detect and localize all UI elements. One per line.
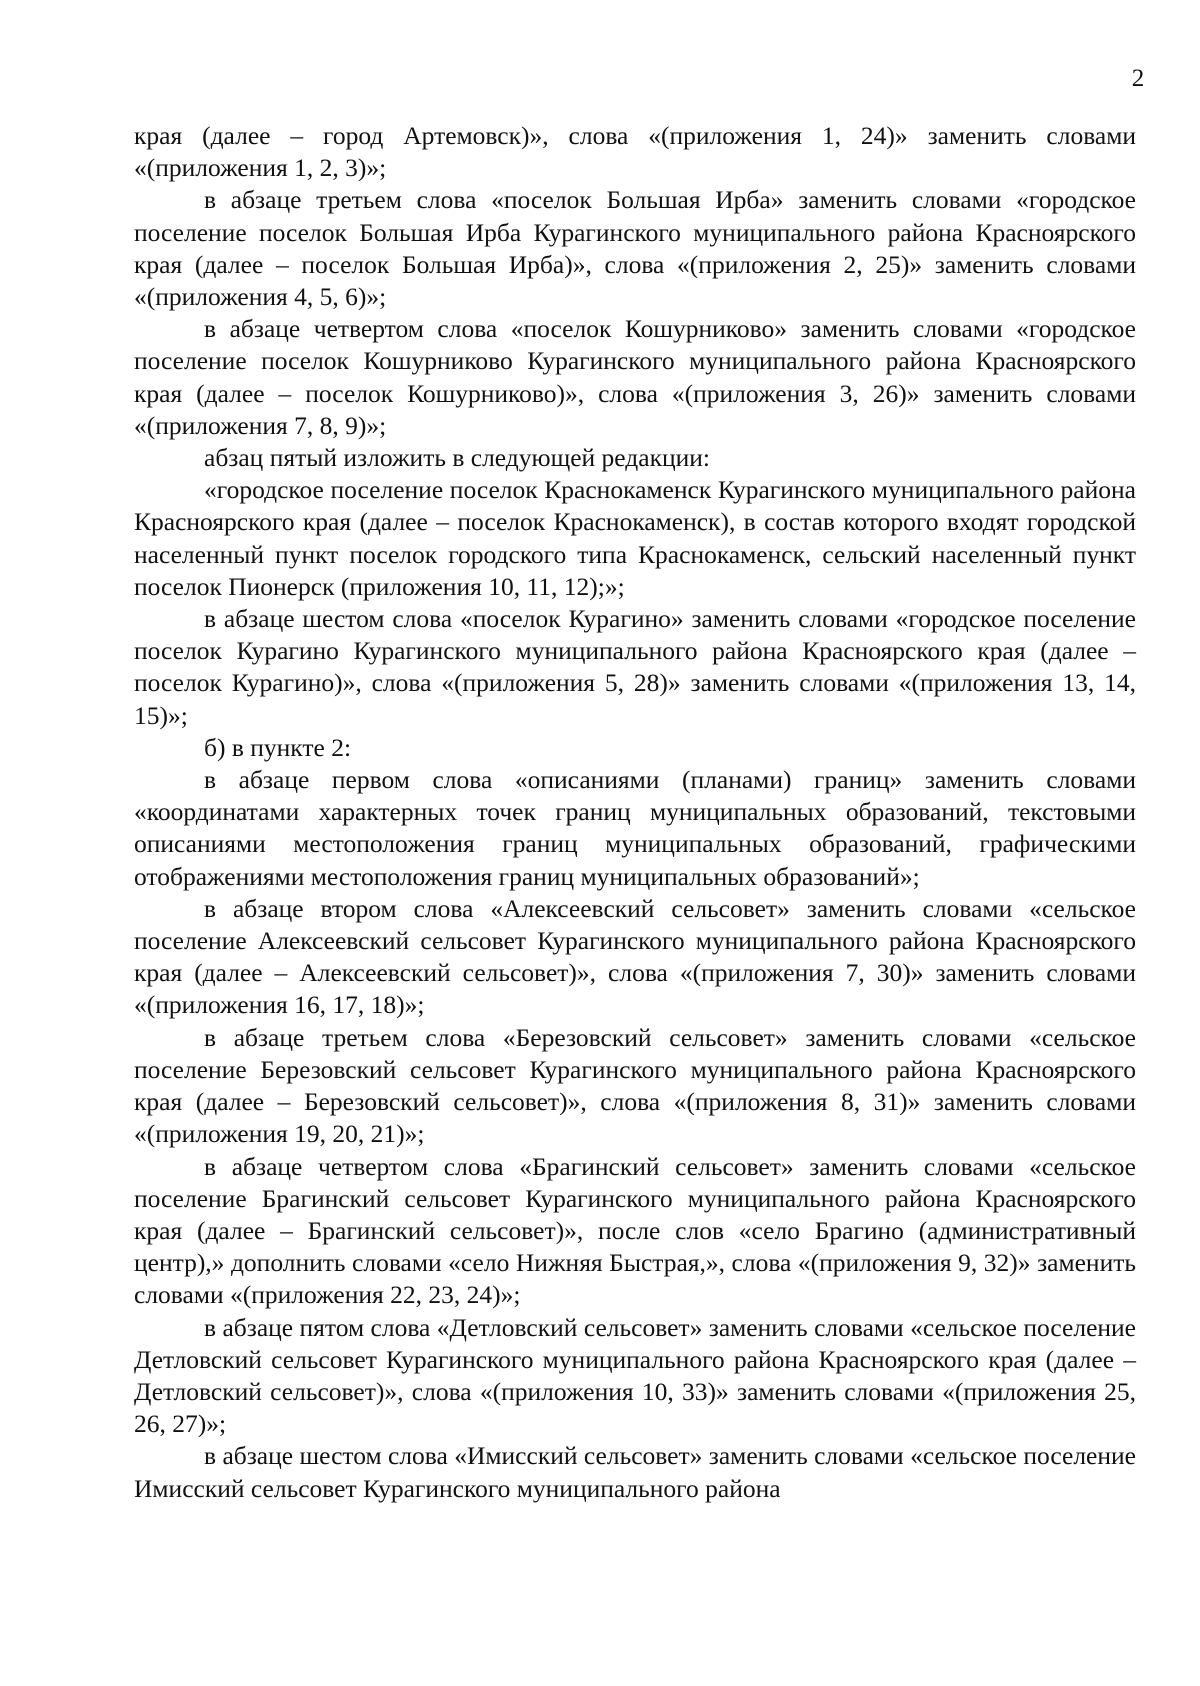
paragraph-13: в абзаце шестом слова «Имисский сельсовет» заменить словами «сельское поселение Имисский сельсовет Курагинского муниципального района	[134, 1441, 1136, 1503]
paragraph-4: абзац пятый изложить в следующей редакции:	[204, 443, 710, 473]
paragraph-7: б) в пункте 2:	[204, 732, 352, 762]
paragraph-3: в абзаце четвертом слова «поселок Кошурниково» заменить словами «городское поселение поселок Кошурниково Курагинского муниципального района Красноярского края (далее – поселок Кошурниково)», слова «(приложения 3, 26)» заменить словами «(приложения 7, 8, 9)»;	[134, 314, 1136, 440]
paragraph-8: в абзаце первом слова «описаниями (планами) границ» заменить словами «координатами характерных точек границ муниципальных образований, текстовыми описаниями местоположения границ муниципальных образований, графическими отображениями местоположения границ муниципальных образований»;	[134, 765, 1136, 891]
paragraph-2: в абзаце третьем слова «поселок Большая Ирба» заменить словами «городское поселение поселок Большая Ирба Курагинского муниципального района Красноярского края (далее – поселок Большая Ирба)», слова «(приложения 2, 25)» заменить словами «(приложения 4, 5, 6)»;	[134, 185, 1136, 312]
paragraph-1: края (далее – город Артемовск)», слова «(приложения 1, 24)» заменить словами «(приложения 1, 2, 3)»;	[134, 121, 1136, 183]
paragraph-9: в абзаце втором слова «Алексеевский сельсовет» заменить словами «сельское поселение Алексеевский сельсовет Курагинского муниципального района Красноярского края (далее – Алексеевский сельсовет)», слова «(приложения 7, 30)» заменить словами «(приложения 16, 17, 18)»;	[134, 893, 1136, 1020]
paragraph-6: в абзаце шестом слова «поселок Курагино» заменить словами «городское поселение поселок Курагино Курагинского муниципального района Красноярского края (далее – поселок Курагино)», слова «(приложения 5, 28)» заменить словами «(приложения 13, 14, 15)»;	[134, 604, 1136, 730]
page-number: 2	[1131, 65, 1145, 92]
paragraph-11: в абзаце четвертом слова «Брагинский сельсовет» заменить словами «сельское поселение Брагинский сельсовет Курагинского муниципального района Красноярского края (далее – Брагинский сельсовет)», после слов «село Брагино (административный центр),» дополнить словами «село Нижняя Быстрая,», слова «(приложения 9, 32)» заменить словами «(приложения 22, 23, 24)»;	[134, 1151, 1136, 1310]
document-body	[134, 120, 1136, 1505]
paragraph-10: в абзаце третьем слова «Березовский сельсовет» заменить словами «сельское поселение Березовский сельсовет Курагинского муниципального района Красноярского края (далее – Березовский сельсовет)», слова «(приложения 8, 31)» заменить словами «(приложения 19, 20, 21)»;	[134, 1022, 1136, 1149]
paragraph-5: «городское поселение поселок Краснокаменск Курагинского муниципального района Красноярского края (далее – поселок Краснокаменск), в состав которого входят городской населенный пункт поселок городского типа Краснокаменск, сельский населенный пункт поселок Пионерск (приложения 10, 11, 12);»;	[134, 475, 1136, 601]
paragraph-12: в абзаце пятом слова «Детловский сельсовет» заменить словами «сельское поселение Детловский сельсовет Курагинского муниципального района Красноярского края (далее – Детловский сельсовет)», слова «(приложения 10, 33)» заменить словами «(приложения 25, 26, 27)»;	[134, 1312, 1136, 1439]
